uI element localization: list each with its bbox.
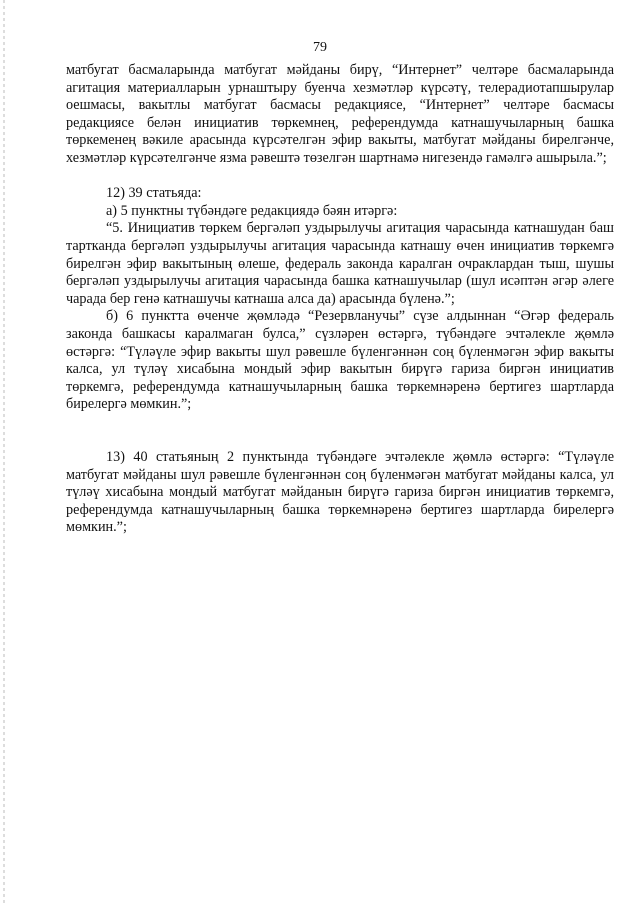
item-12-b: б) 6 пунктта өченче җөмләдә “Резервланучы” сүзе алдыннан “Әгәр федераль законда башкасы каралмаган булса,” сүзләрен өстәргә, түбәндәге эчтәлекле җөмлә өстәргә: “Түләүле эфир вакыты шул рәвешле бүленгәннән соң бүленмәгән эфир вакыты калса, ул түләү хисабына мондый эфир вакытын бирүгә гариза биргән инициатив төркемгә, референдумда катнашучыларның башка төркемнәренә бертигез шартларда бирелергә мөмкин.”; (66, 308, 614, 413)
paragraph-gap (66, 431, 614, 449)
paragraph-gap (66, 414, 614, 432)
paragraph-gap (66, 168, 614, 186)
item-12-a: а) 5 пунктны түбәндәге редакциядә бәян итәргә: (106, 202, 398, 219)
page-number: 79 (313, 40, 327, 55)
paragraph-continuation: матбугат басмаларында матбугат мәйданы бирү, “Интернет” челтәре басмаларында агитация материалларын урнаштыру буенча хезмәтләр күрсәтү, телерадиотапшырулар оешмасы, вакытлы матбугат басмасы редакциясе, “Интернет” челтәре басмасы редакциясе белән инициатив төркемнең, референдумда катнашучыларның башка төркеменең вәкиле арасында күрсәтелгән эфир вакыты, матбугат мәйданы бирелгәнче, хезмәтләр күрсәтелгәнче язма рәвештә төзелгән шартнамә нигезендә гамәлгә ашырыла.”; (66, 62, 614, 166)
item-12-heading: 12) 39 статьяда: (106, 185, 202, 202)
scan-margin-marks (3, 0, 5, 905)
document-body (66, 62, 614, 537)
item-14-heading: 13) 40 статьяның 2 пунктында түбәндәге эчтәлекле җөмлә өстәргә: “Түләүле матбугат мәйданы шул рәвешле бүленгәннән соң бүленмәгән матбугат мәйданы калса, ул түләү хисабына мондый матбугат мәйданын бирүгә гариза биргән инициатив төркемгә, референдумда катнашучыларның башка төркемнәренә бертигез шартларда бирелергә мөмкин.”; (66, 449, 614, 536)
item-12-a-quote: “5. Инициатив төркем бергәләп уздырылучы агитация чарасында катнашудан баш тартканда бергәләп уздырылучы агитация чарасында катнашу өчен инициатив төркемгә бирелгән эфир вакытының өлеше, федераль законда каралган очраклардан тыш, шушы бергәләп уздырылучы агитация чарасында башка катнашучылар (шул исәптән әгәр әлеге чарада бер генә катнашучы катнаша алса да) арасында бүленә.”; (66, 220, 614, 307)
